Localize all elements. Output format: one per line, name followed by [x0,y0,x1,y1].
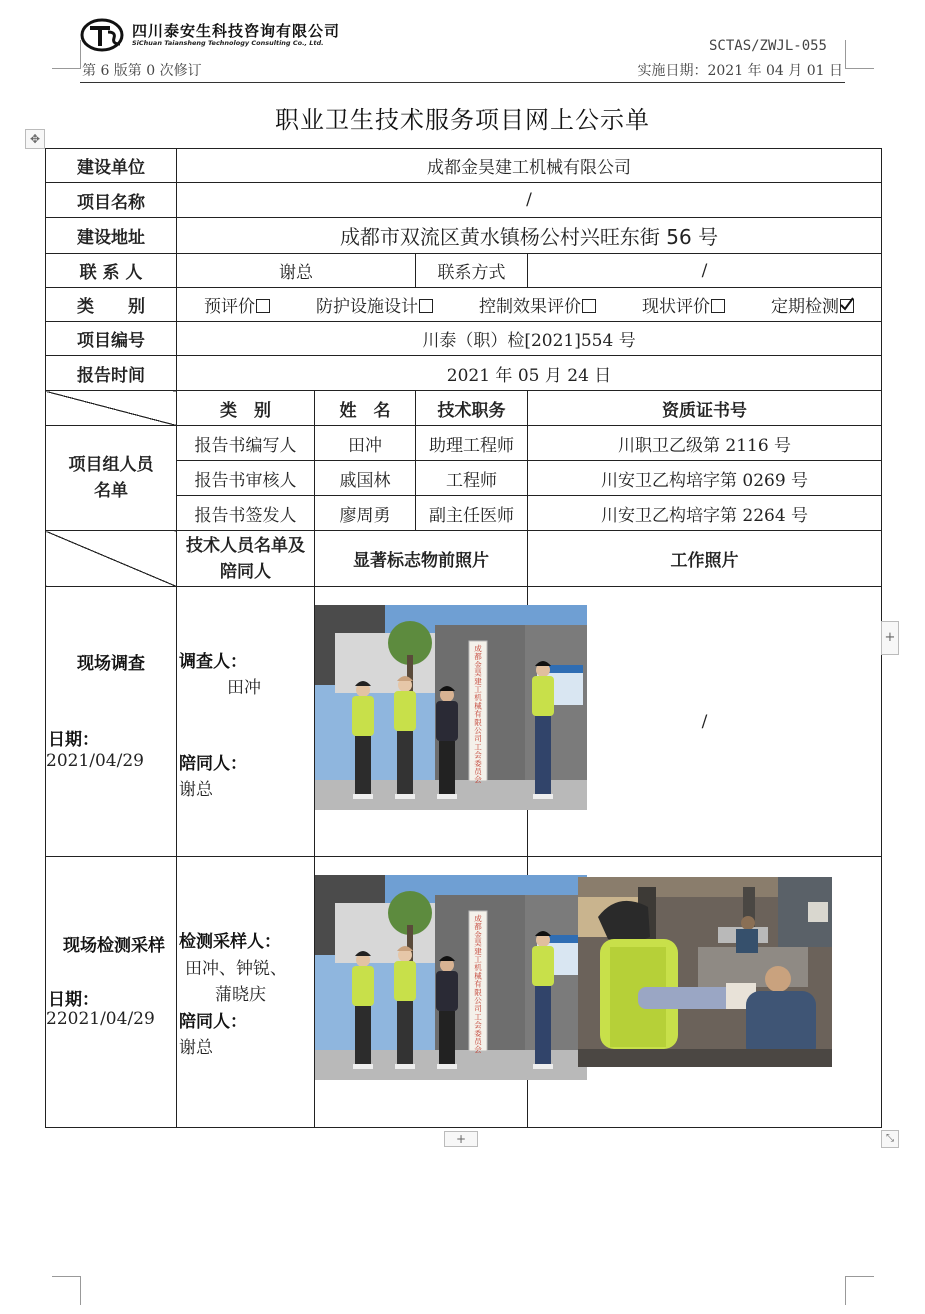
staff-col-header-text: 技术人员名单及陪同人 [186,535,305,582]
diagonal-cell [46,391,177,426]
sign-char: 都 [474,921,482,931]
sign-col-header: 显著标志物前照片 [315,531,528,587]
row-builder [46,149,882,183]
category-label-text: 预评价 [204,297,255,317]
project-no-value: 川泰（职）检[2021]554 号 [177,322,882,356]
category-periodic-detection[interactable] [771,292,854,317]
row-photos-header [46,531,882,587]
member-role: 报告书签发人 [177,496,315,531]
sign-char: 委 [474,1028,482,1038]
sign-char: 建 [474,946,482,956]
sign-char: 工 [474,742,482,752]
checkbox-periodic-detection[interactable] [840,299,854,313]
crop-mark-top-left [52,40,81,69]
crop-mark-bottom-right [845,1276,874,1305]
work-photo [578,877,832,1067]
team-header-cert: 资质证书号 [528,391,882,426]
sampling-date-label: 日期： [48,990,99,1010]
crop-mark-bottom-left [52,1276,81,1305]
escort-label: 陪同人： [179,754,247,774]
sign-char: 公 [474,726,482,735]
sign-char: 工 [474,685,482,694]
project-name-label: 项目名称 [46,183,177,218]
company-logo [80,18,126,52]
table-move-handle-icon[interactable]: ✥ [25,129,45,149]
row-address [46,218,882,254]
checkmark-icon [840,297,854,311]
implementation-date: 实施日期：2021 年 04 月 01 日 [637,63,843,79]
team-header-role: 类 别 [177,391,315,426]
sign-char: 公 [474,995,482,1005]
report-time-value: 2021 年 05 月 24 日 [177,356,882,391]
sign-char: 金 [474,660,482,670]
sign-photo [315,875,587,1080]
sign-char: 司 [474,734,482,744]
row-survey [46,587,882,857]
sampler-value-line1: 田冲、钟锐、 [185,959,287,979]
escort-value: 谢总 [179,780,213,800]
sign-char: 有 [474,709,482,719]
member-cert: 川安卫乙构培字第 0269 号 [528,461,882,496]
investigator-label: 调查人： [179,652,247,672]
sampling-work-photo-cell [528,857,882,1128]
sign-char: 工 [474,1011,482,1021]
sign-char: 建 [474,676,482,686]
survey-label: 现场调查 [77,654,145,674]
category-protection-design[interactable] [316,292,433,317]
sampling-label-cell [46,857,177,1128]
table-resize-icon[interactable]: ⤡ [881,1130,899,1148]
member-name: 田冲 [315,426,416,461]
checkbox-pre-evaluation[interactable] [256,299,270,313]
sign-char: 昊 [474,938,482,948]
sampling-label: 现场检测采样 [63,936,165,956]
report-time-label: 报告时间 [46,356,177,391]
sampler-label: 检测采样人： [179,932,281,952]
sign-char: 成 [474,913,482,923]
team-group-label-text: 项目组人员名单 [68,455,154,501]
page-title: 职业卫生技术服务项目网上公示单 [275,106,650,134]
category-status-evaluation[interactable] [642,292,725,317]
row-category [46,288,882,322]
document-code: SCTAS/ZWJL-055 [708,38,827,54]
project-name-value: / [177,183,882,218]
header-rule [80,82,845,83]
member-name: 廖周勇 [315,496,416,531]
sign-char: 会 [474,1044,482,1054]
team-header-title: 技术职务 [416,391,528,426]
category-label: 类 别 [46,288,177,322]
contact-label: 联 系 人 [46,254,177,288]
company-name-en: SiChuan Taiansheng Technology Consulting Co., Ltd. [132,39,324,47]
survey-work-photo-value: / [701,711,708,732]
sign-char: 限 [474,717,482,727]
row-project-no [46,322,882,356]
sign-char: 有 [474,979,482,989]
sign-char: 委 [474,758,482,768]
survey-label-cell [46,587,177,857]
member-role: 报告书审核人 [177,461,315,496]
category-options [177,288,882,322]
sampling-escort-label: 陪同人： [179,1012,247,1032]
sampling-escort-value: 谢总 [179,1038,213,1058]
sign-char: 昊 [474,668,482,678]
checkbox-protection-design[interactable] [419,299,433,313]
diagonal-cell [46,531,177,587]
sign-char: 成 [474,644,482,653]
row-sampling [46,857,882,1128]
row-project-name [46,183,882,218]
member-name: 戚国林 [315,461,416,496]
category-control-effect[interactable] [479,292,596,317]
project-no-label: 项目编号 [46,322,177,356]
sign-char: 都 [474,652,482,662]
sign-photo [315,605,587,810]
contact-value: 谢总 [177,254,416,288]
edition-text: 第 6 版第 0 次修订 [82,63,202,79]
staff-col-header [177,531,315,587]
category-label-text: 现状评价 [642,297,710,317]
address-value: 成都市双流区黄水镇杨公村兴旺东街 56 号 [177,218,882,254]
add-row-button[interactable]: + [444,1131,478,1147]
member-cert: 川安卫乙构培字第 2264 号 [528,496,882,531]
row-report-time [46,356,882,391]
survey-sign-photo-cell [315,587,528,857]
crop-mark-top-right [845,40,874,69]
survey-date-label: 日期： [48,730,99,750]
sampling-date-value: 22021/04/29 [46,1009,155,1029]
row-contact [46,254,882,288]
sign-char: 会 [474,775,482,785]
category-label-text: 定期检测 [771,297,839,317]
sign-char: 工 [474,954,482,964]
sign-char: 械 [474,970,482,980]
sign-char: 会 [474,750,482,760]
contact-method-label: 联系方式 [416,254,528,288]
work-col-header: 工作照片 [528,531,882,587]
team-row [46,426,882,461]
category-label-text: 防护设施设计 [316,297,418,317]
team-group-label [46,426,177,531]
category-label-text: 控制效果评价 [479,297,581,317]
add-column-button[interactable]: + [881,621,899,655]
member-role: 报告书编写人 [177,426,315,461]
builder-value: 成都金昊建工机械有限公司 [177,149,882,183]
team-header-name: 姓 名 [315,391,416,426]
member-title: 副主任医师 [416,496,528,531]
sign-char: 机 [474,693,482,703]
checkbox-control-effect[interactable] [582,299,596,313]
work-photo-image [578,877,832,1067]
sign-photo-image [315,875,587,1080]
sign-char: 限 [474,987,482,997]
sign-photo-image [315,605,587,810]
member-cert: 川职卫乙级第 2116 号 [528,426,882,461]
notice-table [45,148,882,1128]
member-title: 工程师 [416,461,528,496]
sampler-value-line2: 蒲晓庆 [215,985,266,1005]
category-pre-evaluation[interactable] [204,292,270,317]
sign-char: 械 [474,701,482,711]
sign-char: 员 [474,767,482,776]
builder-label: 建设单位 [46,149,177,183]
member-title: 助理工程师 [416,426,528,461]
checkbox-status-evaluation[interactable] [711,299,725,313]
survey-date-value: 2021/04/29 [46,751,144,771]
sign-char: 金 [474,929,482,939]
sign-char: 员 [474,1036,482,1046]
row-team-header [46,391,882,426]
sign-char: 会 [474,1020,482,1030]
sampling-staff-cell [177,857,315,1128]
survey-staff-cell [177,587,315,857]
sign-char: 司 [474,1003,482,1013]
company-name-cn: 四川泰安生科技咨询有限公司 [132,22,341,40]
sign-char: 机 [474,962,482,972]
contact-method-value: / [528,254,882,288]
investigator-value: 田冲 [227,678,261,698]
sampling-sign-photo-cell [315,857,528,1128]
address-label: 建设地址 [46,218,177,254]
